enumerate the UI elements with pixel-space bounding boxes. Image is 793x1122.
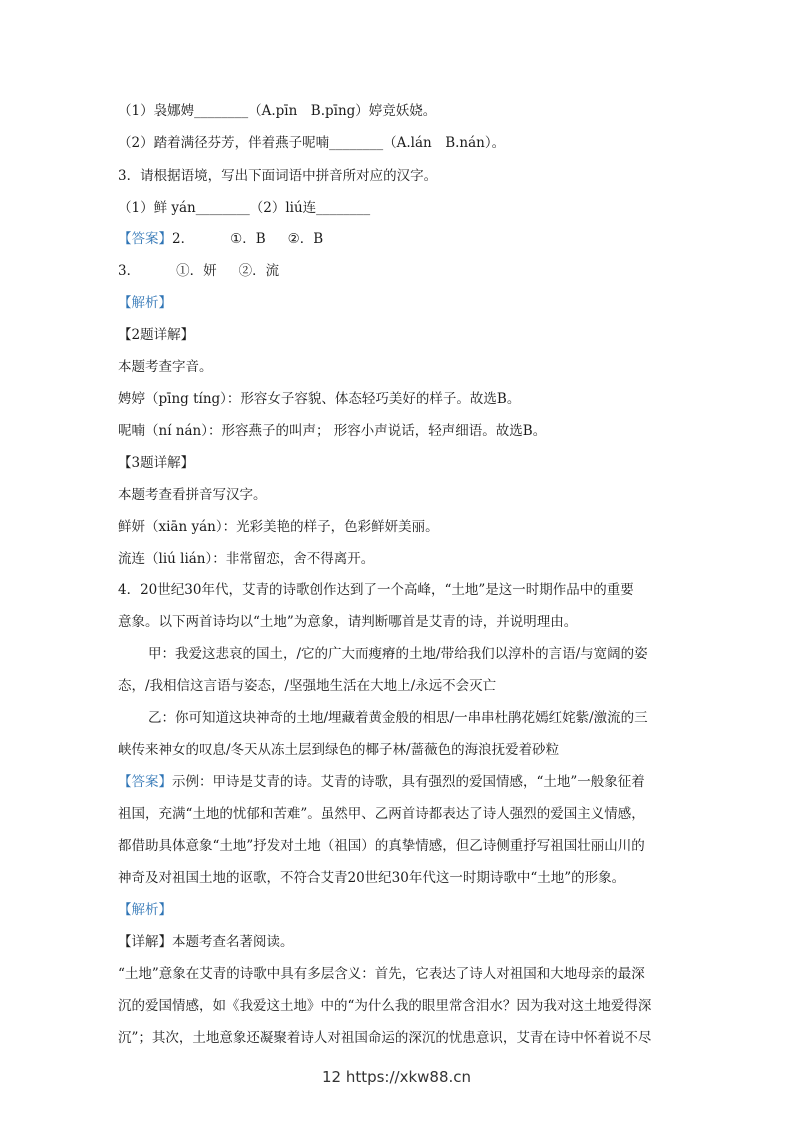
answer-4-line-c: 都借助具体意象“土地”抒发对土地（祖国）的真挚情感，但乙诗侧重抒写祖国壮丽山川的 [118,838,645,854]
sub-3-heading: 【3题详解】 [118,455,195,471]
answer-tag: 【答案】 [118,231,172,247]
question-4-line-a: 4．20世纪30年代，艾青的诗歌创作达到了一个高峰，“土地”是这一时期作品中的重要 [118,582,634,598]
poem-yi-line-b: 峡传来神女的叹息/冬天从冻土层到绿色的椰子林/蔷薇色的海浪抚爱着砂粒 [118,742,560,758]
question-2-item-1: （1）袅娜娉________（A.pīn B.pīng）婷竞妖娆。 [118,103,437,119]
sub-3-line-b: 鲜妍（xiān yán）：光彩美艳的样子，色彩鲜妍美丽。 [118,519,439,535]
question-3-stem: 3．请根据语境，写出下面词语中拼音所对应的汉字。 [118,168,438,184]
sub-3-line-a: 本题考查看拼音写汉字。 [118,487,267,503]
answer-4-line-d: 神奇及对祖国土地的讴歌，不符合艾青20世纪30年代这一时期诗歌中“土地”的形象。 [118,870,626,886]
analysis-tag-2: 【解析】 [118,902,172,918]
sub-3-line-c: 流连（liú lián）：非常留恋，舍不得离开。 [118,551,375,567]
answer-2-1: ①．B [230,231,266,247]
detail-line-b: “土地”意象在艾青的诗歌中具有多层含义：首先，它表达了诗人对祖国和大地母亲的最深 [118,966,645,982]
answer-4-text-a: 示例：甲诗是艾青的诗。艾青的诗歌，具有强烈的爱国情感，“土地”一般象征着 [172,774,645,790]
detail-line-a [118,932,675,952]
poem-jia-line-a: 甲：我爱这悲哀的国土，/它的广大而瘦瘠的土地/带给我们以淳朴的言语/与宽阔的姿 [148,646,648,662]
answer-3-number: 3． [118,263,141,279]
answer-4-line-b: 祖国，充满“土地的忧郁和苦难”。虽然甲、乙两首诗都表达了诗人强烈的爱国主义情感， [118,806,645,822]
answer-3-2: ②．流 [238,263,280,279]
answer-3-line [118,261,675,281]
answer-2-line [118,229,675,249]
detail-line-c: 沉的爱国情感，如《我爱这土地》中的“为什么我的眼里常含泪水？因为我对这土地爱得深 [118,998,652,1014]
answer-2-number: 2． [172,231,195,247]
question-3-items: （1）鲜 yán________（2）liú连________ [118,200,371,216]
question-4-line-b: 意象。以下两首诗均以“土地”为意象，请判断哪首是艾青的诗，并说明理由。 [118,614,578,630]
page-footer: 12 https://xkw88.cn [321,1068,472,1086]
analysis-tag: 【解析】 [118,295,172,311]
poem-yi-line-a: 乙：你可知道这块神奇的土地/埋藏着黄金般的相思/一串串杜鹃花嫣红姹紫/激流的三 [148,710,648,726]
sub-2-heading: 【2题详解】 [118,327,195,343]
question-2-item-2: （2）踏着满径芬芳，伴着燕子呢喃________（A.lán B.nán）。 [118,135,506,151]
sub-2-line-a: 本题考查字音。 [118,359,213,375]
answer-4-tag: 【答案】 [118,774,172,790]
detail-text-a: 本题考查名著阅读。 [172,934,294,950]
detail-tag: 【详解】 [118,934,172,950]
answer-4-line-a [118,772,675,792]
poem-jia-line-b: 态，/我相信这言语与姿态，/坚强地生活在大地上/永远不会灭亡 [118,678,497,694]
sub-2-line-c: 呢喃（ní nán）：形容燕子的叫声； 形容小声说话，轻声细语。故选B。 [118,423,547,439]
sub-2-line-b: 娉婷（pīng tíng）：形容女子容貌、体态轻巧美好的样子。故选B。 [118,391,521,407]
answer-3-1: ①．妍 [176,263,217,279]
answer-2-2: ②．B [287,231,324,247]
detail-line-d: 沉”；其次，土地意象还凝聚着诗人对祖国命运的深沉的忧患意识，艾青在诗中怀着说不尽 [118,1030,652,1046]
